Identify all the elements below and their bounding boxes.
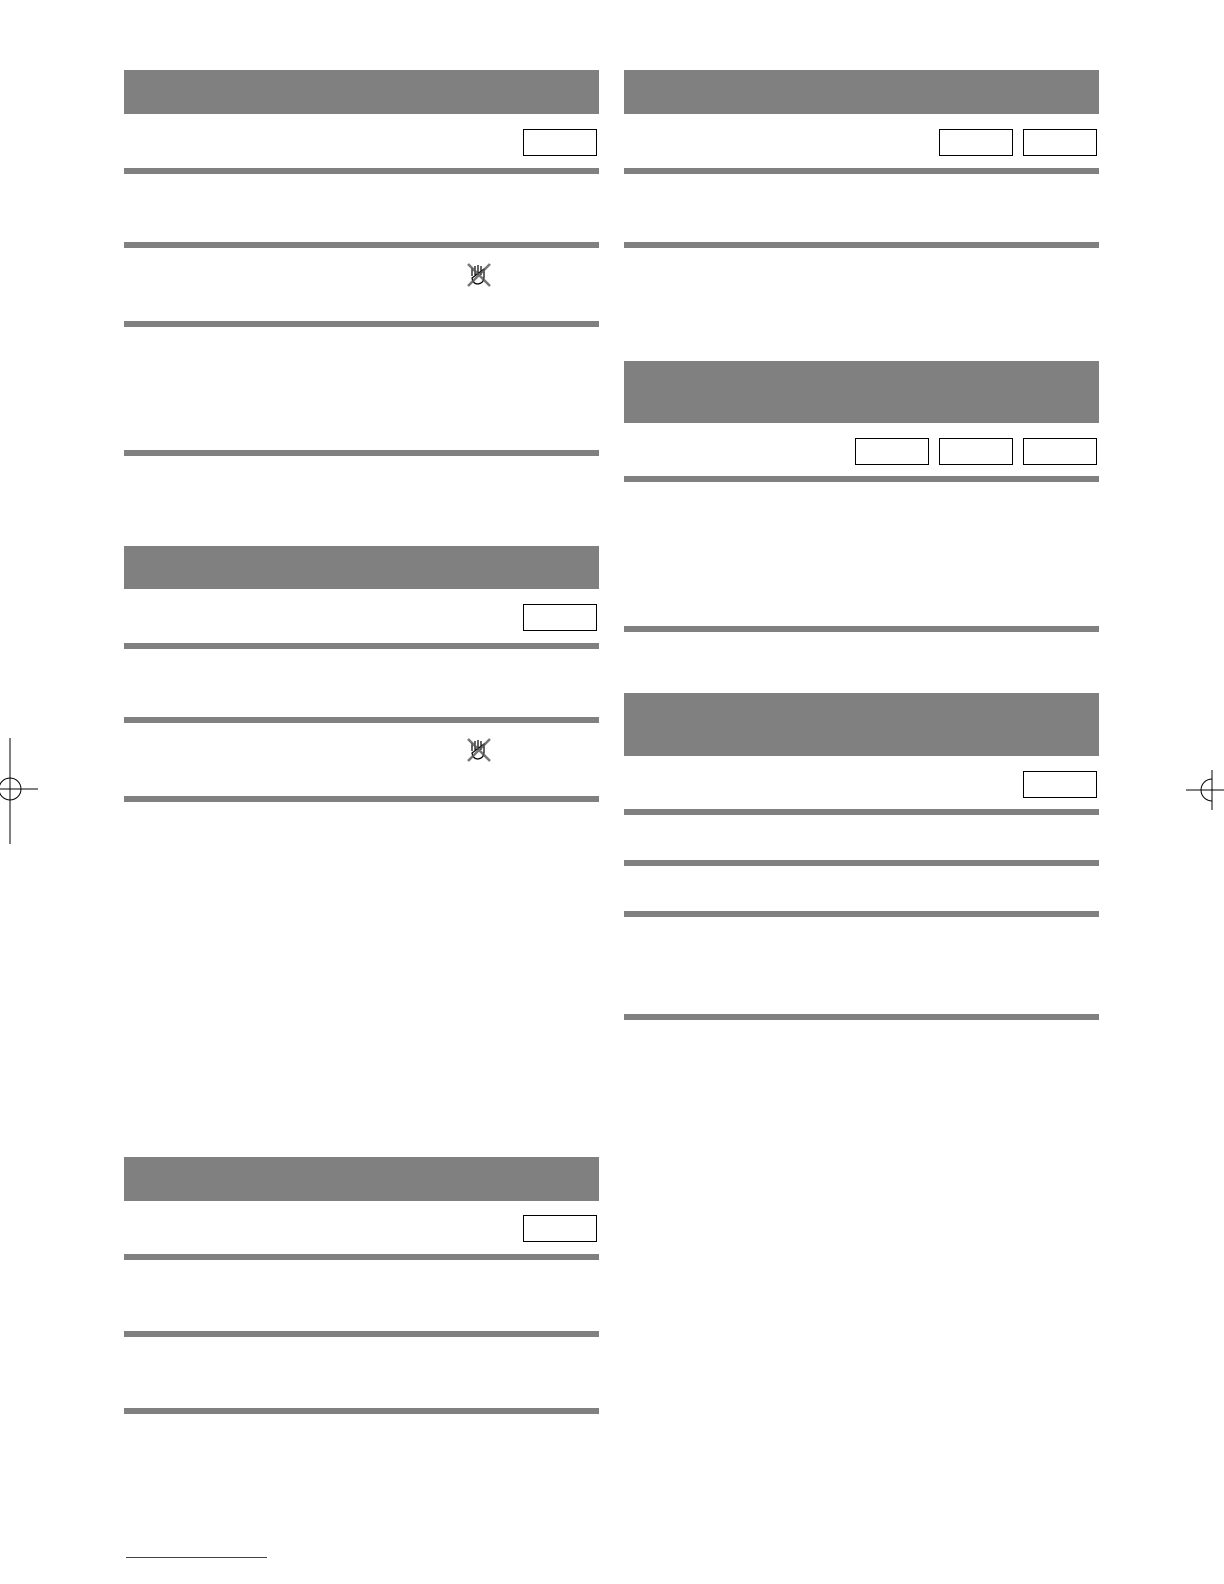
section-divider [124, 643, 599, 649]
section-divider [124, 717, 599, 723]
disc-type-badge [1023, 129, 1097, 156]
section-divider [124, 1408, 599, 1414]
section-header-right-3 [624, 693, 1099, 756]
section-divider [624, 168, 1099, 174]
disc-type-badge [523, 129, 597, 156]
disc-type-badge [1023, 438, 1097, 465]
section-divider [624, 1014, 1099, 1020]
disc-type-badge [1023, 771, 1097, 798]
section-divider [124, 168, 599, 174]
registration-crosshair-icon [0, 738, 40, 844]
registration-crosshair-icon [1184, 770, 1224, 810]
section-divider [624, 860, 1099, 866]
section-divider [124, 796, 599, 802]
footer-rule [126, 1557, 267, 1558]
disc-type-badge [939, 438, 1013, 465]
section-divider [124, 321, 599, 327]
section-divider [624, 626, 1099, 632]
section-divider [124, 450, 599, 456]
section-divider [624, 242, 1099, 248]
section-divider [124, 1254, 599, 1260]
section-header-right-1 [624, 70, 1099, 114]
hand-caution-icon [466, 737, 492, 763]
disc-type-badge [939, 129, 1013, 156]
section-header-left-1 [124, 70, 599, 114]
section-divider [624, 809, 1099, 815]
disc-type-badge [523, 604, 597, 631]
section-divider [124, 242, 599, 248]
section-divider [624, 911, 1099, 917]
section-header-left-3 [124, 1157, 599, 1201]
hand-caution-icon [466, 262, 492, 288]
section-divider [624, 476, 1099, 482]
disc-type-badge [855, 438, 929, 465]
section-header-left-2 [124, 546, 599, 589]
disc-type-badge [523, 1215, 597, 1242]
section-divider [124, 1331, 599, 1337]
section-header-right-2 [624, 361, 1099, 423]
